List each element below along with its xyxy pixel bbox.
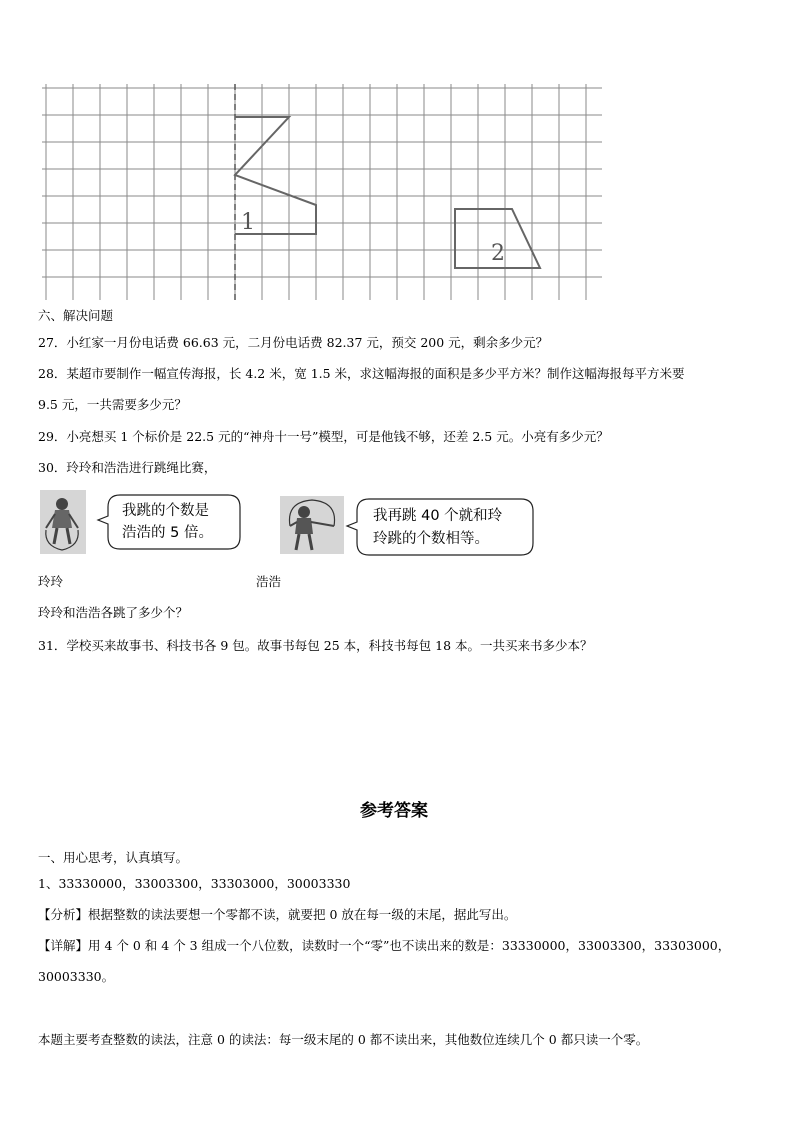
answer-1-detail-line2: 30003330。 bbox=[38, 969, 115, 984]
answer-1-analysis: 【分析】根据整数的读法要想一个零都不读，就要把 0 放在每一级的末尾，据此写出。 bbox=[38, 907, 517, 922]
shape-1-label: 1 bbox=[241, 210, 255, 235]
lingling-name: 玲玲 bbox=[38, 574, 64, 589]
answer-1-detail-line1: 【详解】用 4 个 0 和 4 个 3 组成一个八位数，读数时一个“零”也不读出来的数是：33330000，33003300，33303000， bbox=[38, 938, 731, 953]
lingling-bubble-line1: 我跳的个数是 bbox=[122, 503, 209, 519]
question-27: 27．小红家一月份电话费 66.63 元，二月份电话费 82.37 元，预交 200 元，剩余多少元？ bbox=[38, 335, 549, 350]
section6-heading: 六、解决问题 bbox=[38, 308, 114, 323]
answer-1: 1、33330000，33003300，33303000，30003330 bbox=[38, 876, 351, 891]
question-31: 31．学校买来故事书、科技书各 9 包。故事书每包 25 本，科技书每包 18 本。一共买来书多少本？ bbox=[38, 638, 593, 653]
shape-2-label: 2 bbox=[491, 241, 505, 266]
lingling-bubble-line2: 浩浩的 5 倍。 bbox=[122, 525, 213, 541]
haohao-jump-rope-image bbox=[280, 496, 344, 554]
question-28-line1: 28．某超市要制作一幅宣传海报，长 4.2 米，宽 1.5 米，求这幅海报的面积是多少平方米？制作这幅海报每平方米要 bbox=[38, 366, 685, 381]
grid-figure bbox=[42, 84, 602, 300]
question-28-line2: 9.5 元，一共需要多少元？ bbox=[38, 397, 187, 412]
question-30-question: 玲玲和浩浩各跳了多少个？ bbox=[38, 605, 189, 620]
haohao-bubble-line2: 玲跳的个数相等。 bbox=[373, 531, 489, 547]
question-30-intro: 30．玲玲和浩浩进行跳绳比赛， bbox=[38, 460, 217, 475]
lingling-jump-rope-image bbox=[40, 490, 86, 554]
answer-1-summary: 本题主要考查整数的读法，注意 0 的读法：每一级末尾的 0 都不读出来，其他数位连续几个 0 都只读一个零。 bbox=[38, 1032, 649, 1047]
answers-section1-heading: 一、用心思考，认真填写。 bbox=[38, 850, 189, 865]
answers-title: 参考答案 bbox=[360, 801, 428, 821]
haohao-name: 浩浩 bbox=[256, 574, 282, 589]
haohao-bubble-line1: 我再跳 40 个就和玲 bbox=[373, 508, 503, 524]
question-29: 29．小亮想买 1 个标价是 22.5 元的“神舟十一号”模型，可是他钱不够，还差 2.5 元。小亮有多少元？ bbox=[38, 429, 609, 444]
